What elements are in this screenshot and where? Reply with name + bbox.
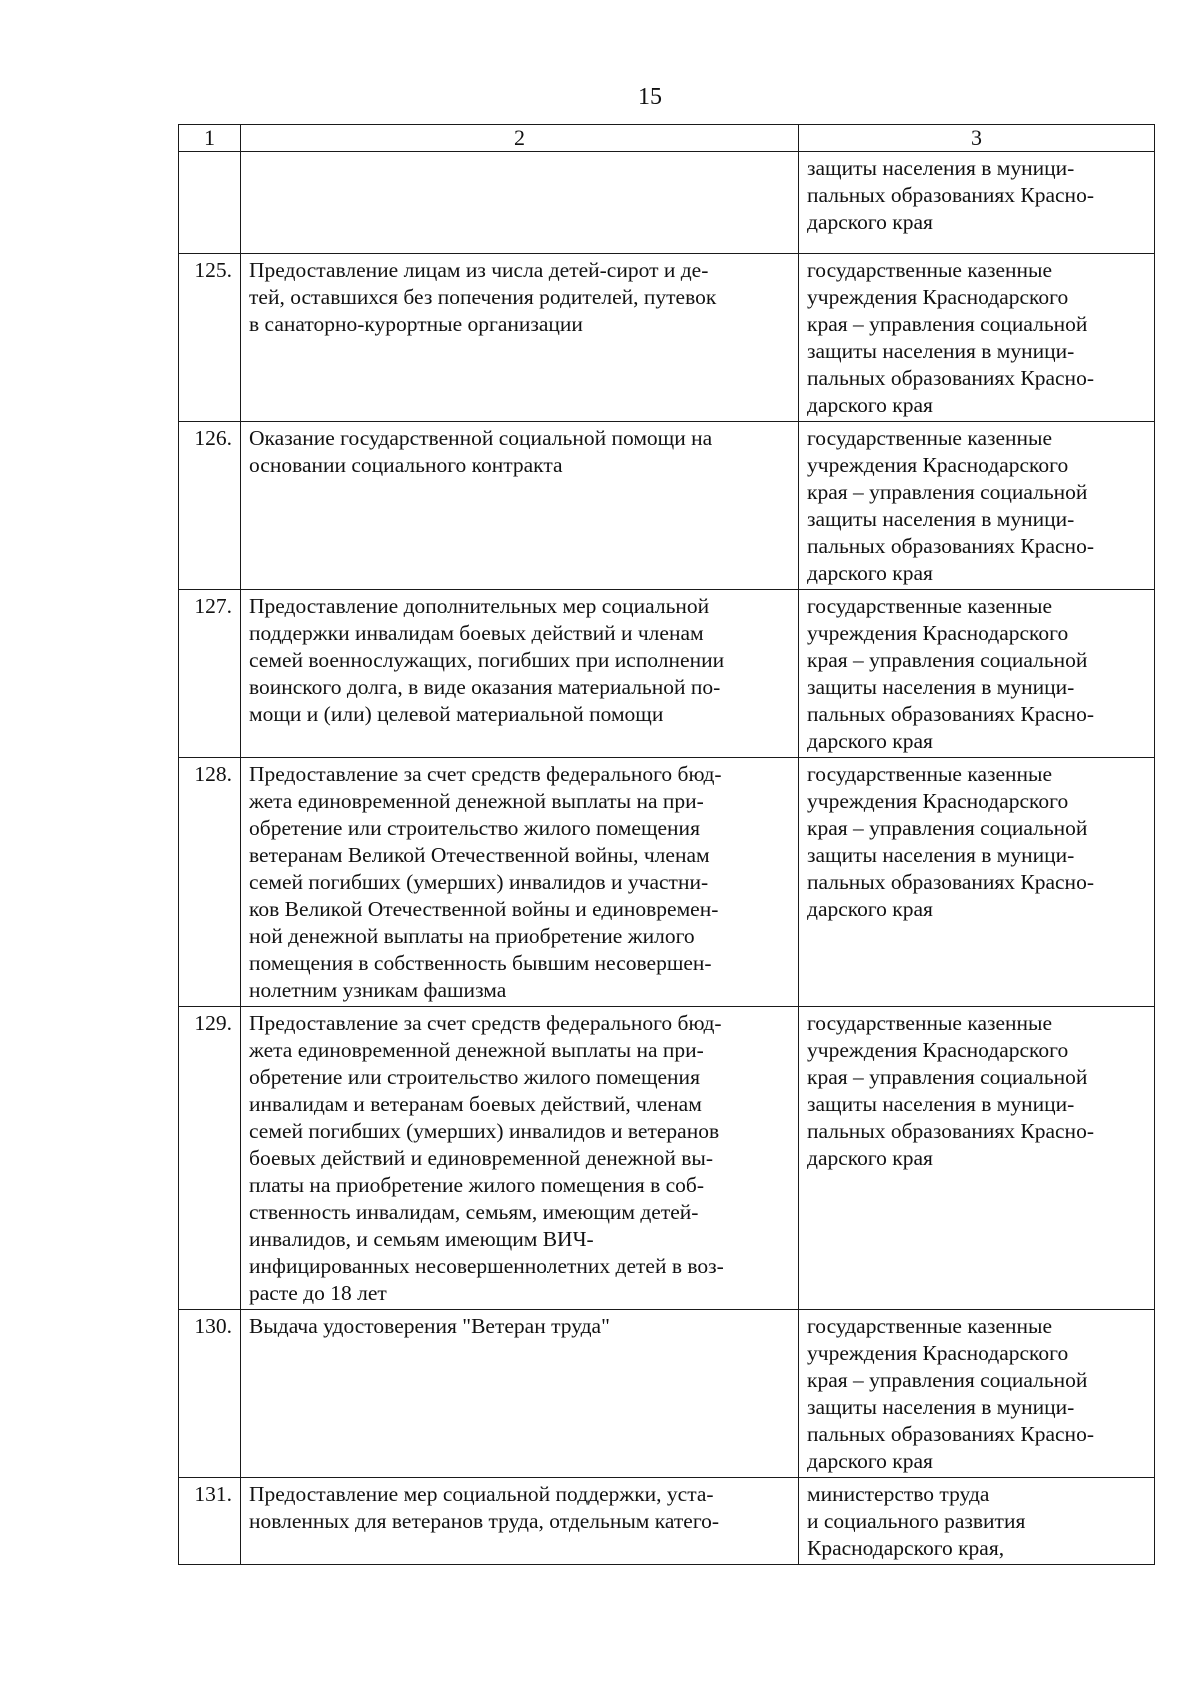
table-row <box>179 152 1155 254</box>
column-header-service: 2 <box>241 125 799 152</box>
table-body <box>179 152 1155 1565</box>
table-header-row <box>179 125 1155 152</box>
responsible-organization: государственные казенные учреждения Краснодарского края – управления социальной защиты населения в муници- пальных образованиях Красно- дарского края <box>799 590 1155 758</box>
service-description: Выдача удостоверения "Ветеран труда" <box>241 1310 799 1478</box>
column-header-organization: 3 <box>799 125 1155 152</box>
table-row <box>179 590 1155 758</box>
service-description: Предоставление за счет средств федерального бюд- жета единовременной денежной выплаты на при- обретение или строительство жилого помещения инвалидам и ветеранам боевых действий, членам семей погибших (умерших) инвалидов и ветеранов боевых действий и единовременной денежной вы- платы на приобретение жилого помещения в соб- ственность инвалидам, семьям, имеющим детей- инвалидов, и семьям имеющим ВИЧ- инфицированных несовершеннолетних детей в воз- расте до 18 лет <box>241 1007 799 1310</box>
responsible-organization: государственные казенные учреждения Краснодарского края – управления социальной защиты населения в муници- пальных образованиях Красно- дарского края <box>799 422 1155 590</box>
service-description: Предоставление лицам из числа детей-сирот и де- тей, оставшихся без попечения родителей, путевок в санаторно-курортные организации <box>241 254 799 422</box>
table-row <box>179 254 1155 422</box>
service-description <box>241 152 799 254</box>
table-row <box>179 422 1155 590</box>
responsible-organization: защиты населения в муници- пальных образованиях Красно- дарского края <box>799 152 1155 254</box>
table-row <box>179 758 1155 1007</box>
responsible-organization: государственные казенные учреждения Краснодарского края – управления социальной защиты населения в муници- пальных образованиях Красно- дарского края <box>799 254 1155 422</box>
service-description: Предоставление дополнительных мер социальной поддержки инвалидам боевых действий и членам семей военнослужащих, погибших при исполнении воинского долга, в виде оказания материальной по- мощи и (или) целевой материальной помощи <box>241 590 799 758</box>
row-number: 128. <box>179 758 241 1007</box>
column-header-number: 1 <box>179 125 241 152</box>
row-number: 131. <box>179 1478 241 1565</box>
services-table <box>178 124 1155 1565</box>
table-row <box>179 1478 1155 1565</box>
service-description: Оказание государственной социальной помощи на основании социального контракта <box>241 422 799 590</box>
row-number: 126. <box>179 422 241 590</box>
responsible-organization: государственные казенные учреждения Краснодарского края – управления социальной защиты населения в муници- пальных образованиях Красно- дарского края <box>799 758 1155 1007</box>
row-number: 129. <box>179 1007 241 1310</box>
table-row <box>179 1310 1155 1478</box>
row-number: 127. <box>179 590 241 758</box>
responsible-organization: государственные казенные учреждения Краснодарского края – управления социальной защиты населения в муници- пальных образованиях Красно- дарского края <box>799 1310 1155 1478</box>
row-number: 125. <box>179 254 241 422</box>
table-row <box>179 1007 1155 1310</box>
responsible-organization: государственные казенные учреждения Краснодарского края – управления социальной защиты населения в муници- пальных образованиях Красно- дарского края <box>799 1007 1155 1310</box>
service-description: Предоставление мер социальной поддержки, уста- новленных для ветеранов труда, отдельным катего- <box>241 1478 799 1565</box>
row-number: 130. <box>179 1310 241 1478</box>
responsible-organization: министерство труда и социального развития Краснодарского края, <box>799 1478 1155 1565</box>
service-description: Предоставление за счет средств федерального бюд- жета единовременной денежной выплаты на при- обретение или строительство жилого помещения ветеранам Великой Отечественной войны, членам семей погибших (умерших) инвалидов и участни- ков Великой Отечественной войны и единовремен- ной денежной выплаты на приобретение жилого помещения в собственность бывшим несовершен- нолетним узникам фашизма <box>241 758 799 1007</box>
page-number: 15 <box>638 84 662 110</box>
row-number <box>179 152 241 254</box>
